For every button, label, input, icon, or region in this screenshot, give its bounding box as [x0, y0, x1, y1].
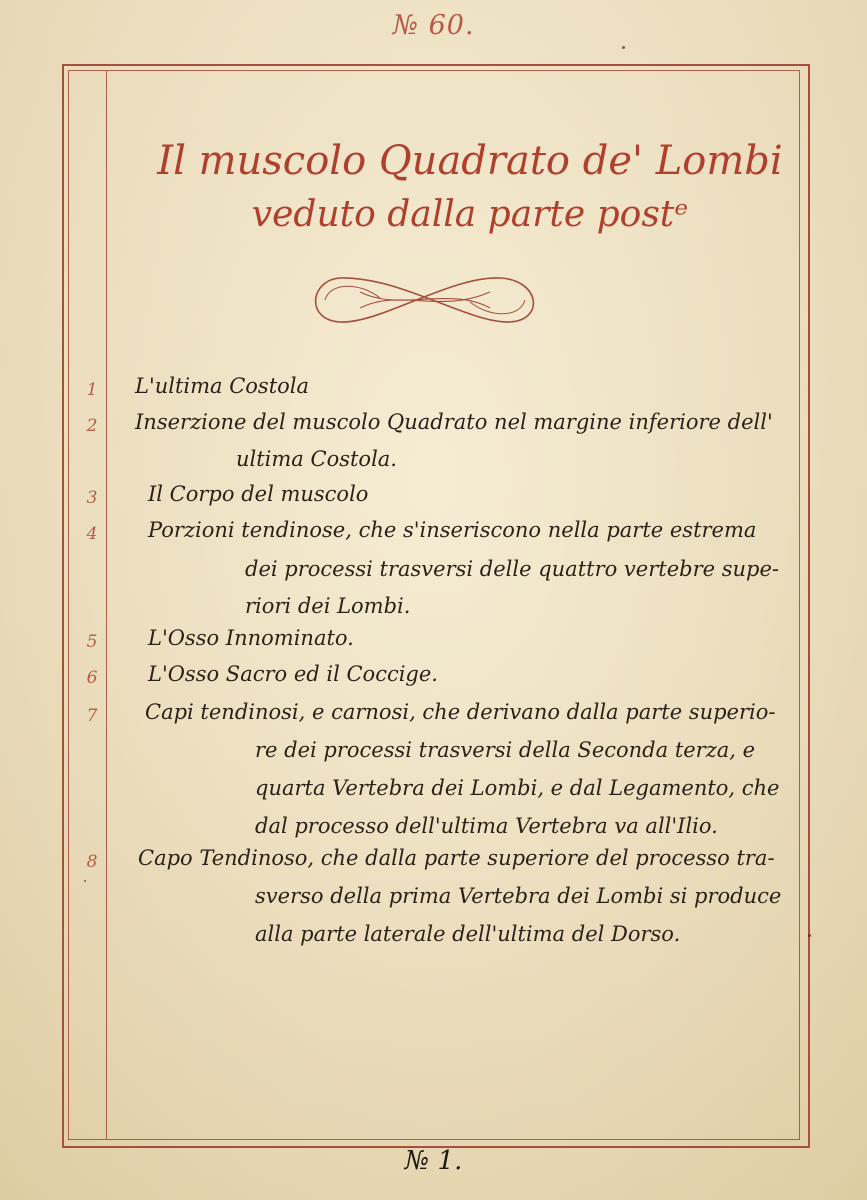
entry-2-line-2: ultima Costola. [236, 447, 397, 471]
entry-2-number: 2 [86, 416, 98, 436]
left-margin-rule [106, 70, 107, 1140]
entry-4-line-3: riori dei Lombi. [245, 594, 411, 618]
entry-6-line-1: L'Osso Sacro ed il Coccige. [148, 662, 438, 686]
footer-number: № 1. [404, 1146, 463, 1176]
entry-3-number: 3 [86, 488, 98, 508]
title-line-1: Il muscolo Quadrato de' Lombi [157, 138, 783, 184]
ink-speck [84, 880, 86, 882]
entry-7-line-4: dal processo dell'ultima Vertebra va all'Ilio. [255, 814, 718, 838]
entry-7-number: 7 [86, 706, 98, 726]
entry-2-line-1: Inserzione del muscolo Quadrato nel margine inferiore dell' [135, 410, 773, 434]
entry-3-line-1: Il Corpo del muscolo [148, 482, 369, 506]
title-line-2: veduto dalla parte postᵉ [251, 194, 689, 235]
entry-8-line-2: sverso della prima Vertebra dei Lombi si produce [255, 884, 782, 908]
entry-7-line-2: re dei processi trasversi della Seconda terza, e [255, 738, 756, 762]
entry-8-line-3: alla parte laterale dell'ultima del Dorso. [255, 922, 681, 946]
entry-8-number: 8 [86, 852, 98, 872]
entry-4-line-2: dei processi trasversi delle quattro vertebre supe- [245, 557, 779, 581]
entry-5-line-1: L'Osso Innominato. [148, 626, 354, 650]
entry-4-line-1: Porzioni tendinose, che s'inseriscono nella parte estrema [148, 518, 757, 542]
entry-1-line-1: L'ultima Costola [135, 374, 310, 398]
entry-6-number: 6 [86, 668, 98, 688]
ink-speck [622, 46, 625, 49]
entry-4-number: 4 [86, 524, 98, 544]
entry-7-line-3: quarta Vertebra dei Lombi, e dal Legamento, che [255, 776, 780, 800]
page-number: № 60. [392, 10, 475, 41]
entry-7-line-1: Capi tendinosi, e carnosi, che derivano dalla parte superio- [145, 700, 776, 724]
ink-speck [808, 934, 811, 937]
calligraphic-flourish-icon [300, 268, 550, 332]
entry-5-number: 5 [86, 632, 98, 652]
entry-8-line-1: Capo Tendinoso, che dalla parte superiore del processo tra- [138, 846, 775, 870]
entry-1-number: 1 [86, 380, 98, 400]
